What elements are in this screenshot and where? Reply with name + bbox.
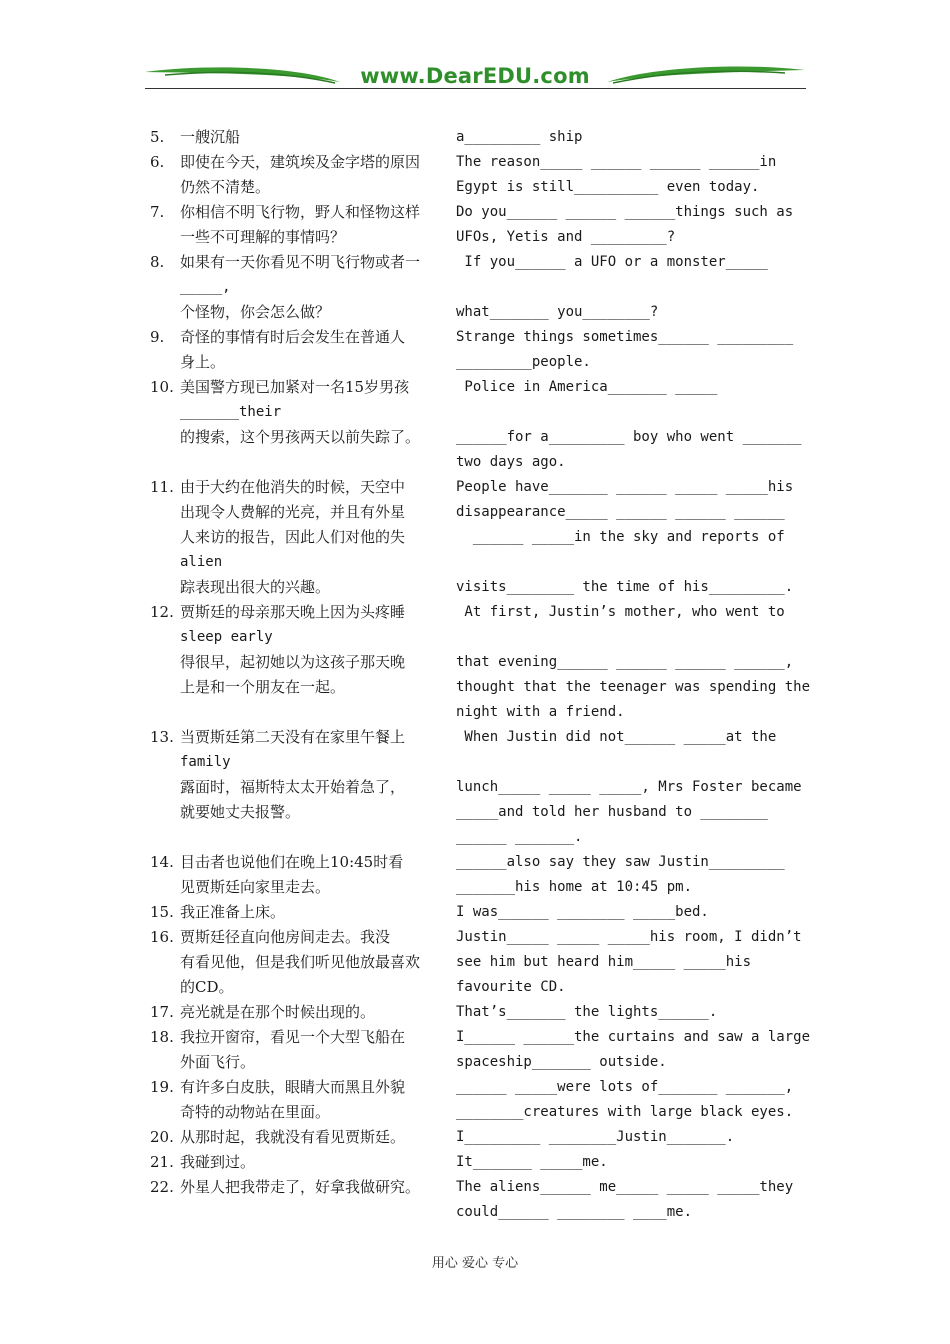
- header-divider: [145, 88, 806, 89]
- english-blank-sentence: It_______ _____me.: [456, 1154, 608, 1170]
- english-blank-sentence: what_______ you________?: [456, 304, 659, 320]
- chinese-sentence: 从那时起，我就没有看见贾斯廷。: [180, 1128, 406, 1146]
- item-number: 16.: [150, 928, 174, 946]
- chinese-sentence: 亮光就是在那个时候出现的。: [180, 1003, 376, 1021]
- english-blank-sentence: UFOs, Yetis and _________?: [456, 229, 676, 245]
- exercise-item: [150, 125, 810, 150]
- exercise-item: [150, 1025, 810, 1075]
- english-blank-sentence: I_________ ________Justin_______.: [456, 1129, 735, 1145]
- english-blank-sentence: ________creatures with large black eyes.: [456, 1104, 794, 1120]
- item-number: 12.: [150, 603, 174, 621]
- exercise-item: [150, 325, 810, 375]
- chinese-sentence: 奇怪的事情有时后会发生在普通人: [180, 328, 406, 346]
- chinese-sentence: 即使在今天，建筑埃及金字塔的原因: [180, 153, 421, 171]
- english-blank-sentence: People have_______ ______ _____ _____his: [456, 479, 794, 495]
- english-blank-sentence: I______ ______the curtains and saw a large: [456, 1029, 811, 1045]
- exercise-item: [150, 1000, 810, 1025]
- chinese-sentence: 就要她丈夫报警。: [180, 803, 301, 821]
- chinese-sentence: 如果有一天你看见不明飞行物或者一: [180, 253, 421, 271]
- item-number: 21.: [150, 1153, 174, 1171]
- chinese-sentence: 我拉开窗帘，看见一个大型飞船在: [180, 1028, 406, 1046]
- english-blank-sentence: _______his home at 10:45 pm.: [456, 879, 693, 895]
- item-number: 14.: [150, 853, 174, 871]
- english-blank-sentence: visits________ the time of his_________.: [456, 579, 794, 595]
- chinese-sentence: 人来访的报告，因此人们对他的失: [180, 528, 406, 546]
- exercise-item: [150, 375, 810, 475]
- chinese-sentence: 出现令人费解的光亮，并且有外星: [180, 503, 406, 521]
- english-blank-sentence: night with a friend.: [456, 704, 625, 720]
- chinese-sentence: 有许多白皮肤，眼睛大而黑且外貌: [180, 1078, 406, 1096]
- chinese-sentence: 一艘沉船: [180, 128, 241, 146]
- english-blank-sentence: Strange things sometimes______ _________: [456, 329, 794, 345]
- item-number: 8.: [150, 253, 165, 271]
- chinese-sentence: [180, 450, 460, 475]
- chinese-sentence: 有看见他，但是我们听见他放最喜欢: [180, 953, 421, 971]
- exercise-item: [150, 925, 810, 1000]
- exercise-item: [150, 850, 810, 900]
- english-blank-sentence: spaceship_______ outside.: [456, 1054, 667, 1070]
- english-blank-sentence: ______ _______.: [456, 829, 583, 845]
- item-number: 5.: [150, 128, 165, 146]
- english-blank-sentence: That’s_______ the lights______.: [456, 1004, 718, 1020]
- item-number: 15.: [150, 903, 174, 921]
- english-blank-sentence: _____and told her husband to ________: [456, 804, 768, 820]
- chinese-sentence: 的CD。: [180, 978, 234, 996]
- english-blank-sentence: ______ _____in the sky and reports of: [456, 529, 785, 545]
- wrapped-text: sleep early: [180, 629, 273, 645]
- english-blank-sentence: that evening______ ______ ______ ______,: [456, 654, 794, 670]
- chinese-sentence: 仍然不清楚。: [180, 178, 271, 196]
- english-blank-sentence: ______ _____were lots of_______ _______,: [456, 1079, 794, 1095]
- chinese-sentence: 露面时，福斯特太太开始着急了，: [180, 778, 406, 796]
- english-blank-sentence: a_________ ship: [456, 129, 583, 145]
- item-number: 7.: [150, 203, 165, 221]
- english-blank-sentence: ______also say they saw Justin_________: [456, 854, 785, 870]
- item-number: 18.: [150, 1028, 174, 1046]
- english-blank-sentence: If you______ a UFO or a monster_____: [456, 254, 768, 270]
- exercise-item: [150, 475, 810, 600]
- exercise-item: [150, 200, 810, 250]
- item-number: 11.: [150, 478, 174, 496]
- wrapped-text: _______their: [180, 404, 282, 420]
- english-blank-sentence: two days ago.: [456, 454, 566, 470]
- chinese-sentence: 的搜索，这个男孩两天以前失踪了。: [180, 428, 421, 446]
- english-blank-sentence: Do you______ ______ ______things such as: [456, 204, 794, 220]
- english-blank-sentence: favourite CD.: [456, 979, 566, 995]
- item-number: 6.: [150, 153, 165, 171]
- english-blank-sentence: ______for a_________ boy who went _______: [456, 429, 802, 445]
- english-blank-sentence: Egypt is still__________ even today.: [456, 179, 760, 195]
- exercise-item: [150, 150, 810, 200]
- wrapped-text: family: [180, 754, 231, 770]
- site-logo[interactable]: www.DearEDU.com: [360, 64, 590, 88]
- chinese-sentence: 我碰到过。: [180, 1153, 256, 1171]
- english-blank-sentence: thought that the teenager was spending the: [456, 679, 811, 695]
- chinese-sentence: 外面飞行。: [180, 1053, 256, 1071]
- chinese-sentence: 奇特的动物站在里面。: [180, 1103, 331, 1121]
- chinese-sentence: 见贾斯廷向家里走去。: [180, 878, 331, 896]
- item-number: 22.: [150, 1178, 174, 1196]
- chinese-sentence: 外星人把我带走了，好拿我做研究。: [180, 1178, 421, 1196]
- chinese-sentence: 贾斯廷的母亲那天晚上因为头疼睡: [180, 603, 406, 621]
- chinese-sentence: [180, 825, 460, 850]
- wrapped-text: alien: [180, 554, 223, 570]
- item-number: 9.: [150, 328, 165, 346]
- english-blank-sentence: When Justin did not______ _____at the: [456, 729, 777, 745]
- item-number: 20.: [150, 1128, 174, 1146]
- english-blank-sentence: disappearance_____ ______ ______ ______: [456, 504, 785, 520]
- exercise-item: [150, 1075, 810, 1125]
- chinese-sentence: 身上。: [180, 353, 226, 371]
- chinese-sentence: [180, 700, 460, 725]
- english-blank-sentence: see him but heard him_____ _____his: [456, 954, 752, 970]
- exercise-item: [150, 1125, 810, 1150]
- exercise-item: [150, 250, 810, 325]
- wrapped-text: _____,: [180, 279, 231, 295]
- item-number: 17.: [150, 1003, 174, 1021]
- english-blank-sentence: I was______ ________ _____bed.: [456, 904, 709, 920]
- english-blank-sentence: Police in America_______ _____: [456, 379, 718, 395]
- item-number: 13.: [150, 728, 174, 746]
- exercise-item: [150, 725, 810, 850]
- chinese-sentence: 上是和一个朋友在一起。: [180, 678, 346, 696]
- chinese-sentence: [180, 1200, 460, 1225]
- chinese-sentence: 踪表现出很大的兴趣。: [180, 578, 331, 596]
- english-blank-sentence: The aliens______ me_____ _____ _____they: [456, 1179, 794, 1195]
- chinese-sentence: 美国警方现已加紧对一名15岁男孩: [180, 378, 410, 396]
- english-blank-sentence: could______ ________ ____me.: [456, 1204, 693, 1220]
- english-blank-sentence: At first, Justin’s mother, who went to: [456, 604, 785, 620]
- english-blank-sentence: The reason_____ ______ ______ ______in: [456, 154, 777, 170]
- item-number: 19.: [150, 1078, 174, 1096]
- chinese-sentence: 贾斯廷径直向他房间走去。我没: [180, 928, 391, 946]
- exercise-item: [150, 1175, 810, 1225]
- chinese-sentence: 我正准备上床。: [180, 903, 286, 921]
- chinese-sentence: 个怪物，你会怎么做？: [180, 303, 331, 321]
- chinese-sentence: 得很早，起初她以为这孩子那天晚: [180, 653, 406, 671]
- chinese-sentence: 一些不可理解的事情吗？: [180, 228, 346, 246]
- exercise-item: [150, 900, 810, 925]
- chinese-sentence: 目击者也说他们在晚上10:45时看: [180, 853, 404, 871]
- chinese-sentence: 由于大约在他消失的时候，天空中: [180, 478, 406, 496]
- english-blank-sentence: Justin_____ _____ _____his room, I didn’t: [456, 929, 802, 945]
- chinese-sentence: 当贾斯廷第二天没有在家里午餐上: [180, 728, 406, 746]
- exercise-item: [150, 600, 810, 725]
- english-blank-sentence: lunch_____ _____ _____, Mrs Foster became: [456, 779, 802, 795]
- exercise-item: [150, 1150, 810, 1175]
- chinese-sentence: 你相信不明飞行物，野人和怪物这样: [180, 203, 421, 221]
- item-number: 10.: [150, 378, 174, 396]
- page-footer: 用心 爱心 专心: [431, 1256, 519, 1271]
- english-blank-sentence: _________people.: [456, 354, 591, 370]
